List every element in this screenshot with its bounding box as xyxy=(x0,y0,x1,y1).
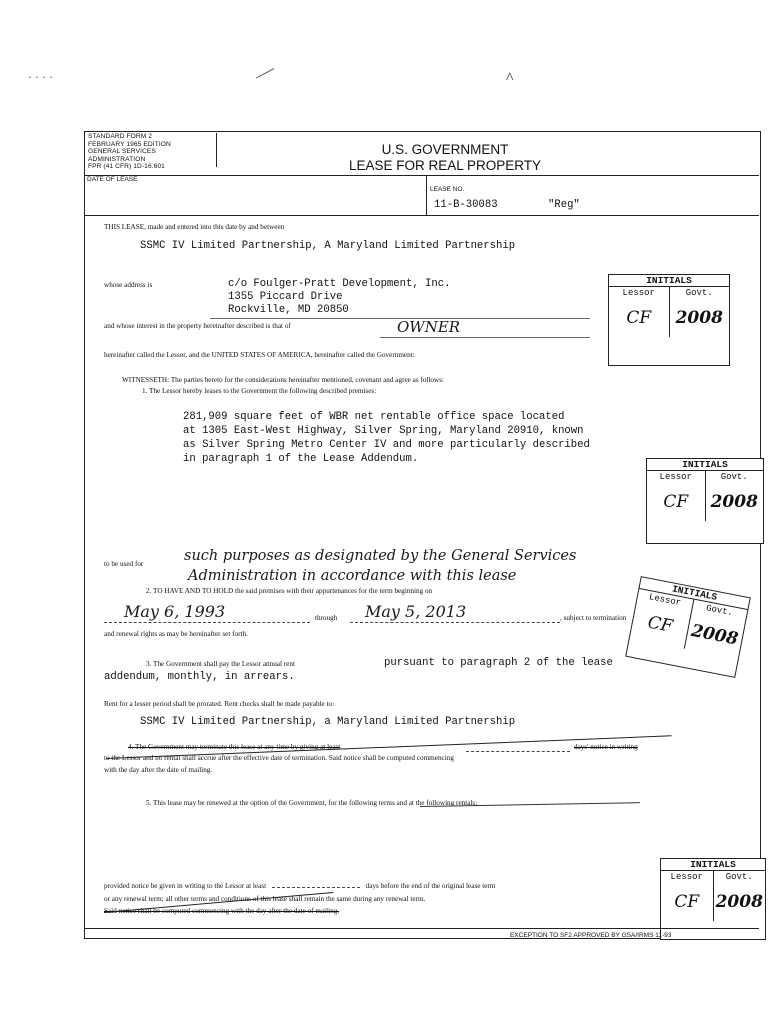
form-title-line1: U.S. GOVERNMENT xyxy=(381,142,509,157)
termination-days-text: days' notice in writing xyxy=(574,743,638,751)
lessor-initials-signature: CF xyxy=(661,883,714,921)
through-label: through xyxy=(315,614,338,622)
premises-line4: in paragraph 1 of the Lease Addendum. xyxy=(183,453,419,465)
initials-title: INITIALS xyxy=(682,459,728,470)
prorate-text: Rent for a lesser period shall be prorated. Rent checks shall be made payable to: xyxy=(104,700,335,708)
rent-payee: SSMC IV Limited Partnership, a Maryland Limited Partnership xyxy=(140,716,516,728)
item1-text: 1. The Lessor hereby leases to the Government the following described premises: xyxy=(142,387,377,395)
lease-no-label: LEASE NO. xyxy=(430,186,465,193)
term-start-underline xyxy=(104,622,310,623)
termination-line2: to the Lessor and no rental shall accrue after the effective date of termination. Said notice shall be computed commencing xyxy=(104,754,454,762)
interest-underline xyxy=(380,337,590,338)
initials-lessor-label: Lessor xyxy=(609,287,670,299)
govt-initials-signature: 2008 xyxy=(689,620,740,650)
intro-text: THIS LEASE, made and entered into this date by and between xyxy=(104,223,285,231)
term-start-date: May 6, 1993 xyxy=(124,602,226,621)
form-title-line2: LEASE FOR REAL PROPERTY xyxy=(348,158,542,173)
renewal-line1 xyxy=(104,882,495,891)
govt-initials-signature: 2008 xyxy=(675,308,723,328)
lessor-initials-signature: CF xyxy=(630,601,692,649)
use-label: to be used for xyxy=(104,560,144,568)
witnesseth-text: WITNESSETH: The parties hereto for the considerations hereinafter mentioned, covenant and agree as follows: xyxy=(122,376,444,384)
interest-value: OWNER xyxy=(397,318,461,336)
initials-govt-label: Govt. xyxy=(725,872,753,882)
form-id-line: FEBRUARY 1965 EDITION xyxy=(88,140,171,148)
rent-typed-line2: addendum, monthly, in arrears. xyxy=(104,671,295,683)
lessor-name: SSMC IV Limited Partnership, A Maryland Limited Partnership xyxy=(140,240,516,252)
term-end-underline xyxy=(350,622,560,623)
address-label: whose address is xyxy=(104,281,153,289)
premises-line1: 281,909 square feet of WBR net rentable office space located xyxy=(183,411,565,423)
govt-initials-signature: 2008 xyxy=(715,892,763,912)
called-text: hereinafter called the Lessor, and the UNITED STATES OF AMERICA, hereinafter called the Government: xyxy=(104,351,415,359)
termination-days-blank xyxy=(466,751,570,752)
rent-typed-line1: pursuant to paragraph 2 of the lease xyxy=(384,657,613,669)
premises-line3: as Silver Spring Metro Center IV and more particularly described xyxy=(183,439,590,451)
item5-text: 5. This lease may be renewed at the option of the Government, for the following terms and at the following rentals: xyxy=(146,799,478,807)
address-line2: 1355 Piccard Drive xyxy=(228,291,343,303)
item4-text: 4. The Government may terminate this lease at any time by giving at least xyxy=(128,743,341,751)
use-handwritten-line1: such purposes as designated by the General Services xyxy=(184,548,577,564)
form-id-line: GENERAL SERVICES xyxy=(88,148,156,156)
initials-lessor-label: Lessor xyxy=(637,589,694,611)
lease-number-suffix: "Reg" xyxy=(548,199,580,211)
lessor-initials-signature: CF xyxy=(609,299,670,337)
initials-govt-label: Govt. xyxy=(685,288,713,298)
item3-text: 3. The Government shall pay the Lessor annual rent xyxy=(146,660,295,668)
renewal-days-text: days before the end of the original lease term xyxy=(365,882,496,890)
scan-artifact: · · · · xyxy=(28,70,53,84)
form-id-line: ADMINISTRATION xyxy=(88,155,146,163)
term-end-date: May 5, 2013 xyxy=(365,602,467,621)
govt-initials-signature: 2008 xyxy=(710,492,758,512)
item2-text: 2. TO HAVE AND TO HOLD the said premises with their appurtenances for the term beginning on xyxy=(146,587,433,595)
termination-line3: with the day after the date of mailing. xyxy=(104,766,213,774)
initials-title: INITIALS xyxy=(690,859,736,870)
initials-title: INITIALS xyxy=(646,275,692,286)
form-id-line: FPR (41 CFR) 1D-16.601 xyxy=(88,163,165,171)
address-line3: Rockville, MD 20850 xyxy=(228,304,349,316)
lessor-initials-signature: CF xyxy=(647,483,706,521)
form-identifier xyxy=(88,133,217,171)
renewal-line2: or any renewal term; all other terms and conditions of this lease shall remain the same during any renewal term. xyxy=(104,895,426,903)
form-id-line: STANDARD FORM 2 xyxy=(88,133,153,140)
initials-govt-label: Govt. xyxy=(705,603,734,619)
date-of-lease-label: DATE OF LEASE xyxy=(87,176,138,183)
scan-artifact xyxy=(256,68,280,89)
initials-govt-label: Govt. xyxy=(720,472,748,482)
renewal-notice-text: provided notice be given in writing to the Lessor at least xyxy=(104,882,267,890)
initials-title: INITIALS xyxy=(671,583,719,603)
date-divider xyxy=(84,215,759,216)
exception-footer: EXCEPTION TO SF2 APPROVED BY GSA/IRMS 11-93 xyxy=(510,932,672,939)
interest-label: and whose interest in the property hereinafter described is that of xyxy=(104,322,291,330)
lease-no-divider xyxy=(426,175,427,215)
lease-number: 11-B-30083 xyxy=(434,199,498,211)
header-divider xyxy=(84,175,759,176)
premises-line2: at 1305 East-West Highway, Silver Spring, Maryland 20910, known xyxy=(183,425,584,437)
subject-text: , subject to termination xyxy=(560,614,627,622)
form-bottom-line xyxy=(84,928,759,929)
renewal-days-blank xyxy=(272,887,360,888)
renewal-line3: Said notice shall be computed commencing with the day after the date of mailing. xyxy=(104,907,340,915)
initials-box xyxy=(646,458,764,544)
scan-artifact: ^ xyxy=(506,70,514,87)
initials-lessor-label: Lessor xyxy=(647,471,706,483)
use-handwritten-line2: Administration in accordance with this lease xyxy=(188,568,517,584)
initials-box xyxy=(608,274,730,366)
form-title xyxy=(300,142,590,174)
renewal-rights-text: and renewal rights as may be hereinafter set forth. xyxy=(104,630,248,638)
initials-lessor-label: Lessor xyxy=(661,871,714,883)
address-line1: c/o Foulger-Pratt Development, Inc. xyxy=(228,278,451,290)
